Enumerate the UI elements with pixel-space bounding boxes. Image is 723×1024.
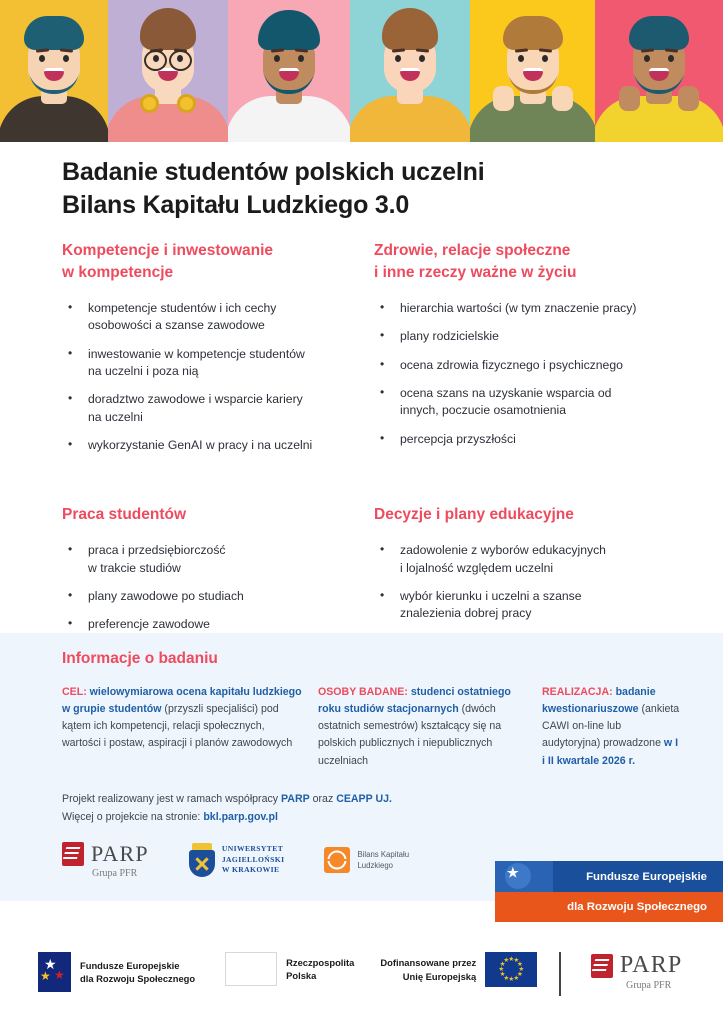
portrait-man-afro <box>228 0 350 142</box>
fe-banner-bottom <box>495 892 723 922</box>
info-label: OSOBY BADANE: <box>318 686 408 698</box>
info-heading: Informacje o badaniu <box>62 650 218 667</box>
eu-star-icon: ★ <box>508 956 515 963</box>
hero-image-strip <box>0 0 723 142</box>
website-link[interactable]: bkl.parp.gov.pl <box>203 811 278 824</box>
info-column-2 <box>318 684 528 770</box>
topic-list-item: • inwestowanie w kompetencje studentów na uczelni i poza nią <box>62 346 374 381</box>
fe-banner-top <box>495 861 723 892</box>
topic-list-item: • ocena szans na uzyskanie wsparcia od innych, poczucie osamotnienia <box>374 385 682 420</box>
eu-star-icon: ★ <box>508 976 515 983</box>
topic-list-item: • ocena zdrowia fizycznego i psychicznego <box>374 357 682 374</box>
bkl-mark-icon <box>324 847 350 873</box>
info-columns <box>62 684 682 770</box>
footer-fundusze-europejskie <box>38 952 195 992</box>
eu-star-icon: ★ <box>503 974 510 982</box>
topic-heading: Kompetencje i inwestowanie w kompetencje <box>62 242 274 281</box>
eu-star-icon: ★ <box>503 957 510 965</box>
fe-star-icon <box>495 861 553 892</box>
info-body: (przyszli specjaliści) pod kątem ich kompetencji, relacji społecznych, wartości i postaw, aspiracji i planów zawodowych <box>62 703 293 750</box>
portrait-man-cheering <box>470 0 595 142</box>
info-bold: wielowymiarowa ocena kapitału ludzkiego w grupie studentów <box>62 686 302 716</box>
portrait-woman-glasses <box>108 0 228 142</box>
eu-star-icon: ★ <box>517 961 523 968</box>
topic-list-item: • hierarchia wartości (w tym znaczenie pracy) <box>374 300 682 317</box>
bkl-line-1: Bilans Kapitału <box>357 849 410 859</box>
info-body: (dwóch ostatnich semestrów) kształcący się na polskich publicznych i niepublicznych uczelniach <box>318 703 502 767</box>
note-prefix: Projekt realizowany jest w ramach współpracy <box>62 793 282 805</box>
footer-eu-line-2: Unię Europejską <box>402 970 477 982</box>
topic-list-item: • kompetencje studentów i ich cechy osobowości a szanse zawodowe <box>62 300 374 335</box>
fundusze-europejskie-banner <box>495 861 723 922</box>
partner-ceapp-uj: CEAPP UJ. <box>336 793 392 805</box>
fe-banner-bottom-label: dla Rozwoju Społecznego <box>567 901 707 913</box>
footer-pl-label <box>286 956 354 982</box>
uj-shield-icon <box>189 843 215 877</box>
glasses-icon <box>144 50 192 68</box>
info-column-3 <box>542 684 682 770</box>
bkl-logo <box>324 847 409 873</box>
project-note-line-2 <box>62 808 392 826</box>
footer-pl-line-2: Polska <box>286 970 317 981</box>
eu-star-icon: ★ <box>499 971 506 978</box>
eu-star-icon: ★ <box>513 957 520 965</box>
bkl-wordmark <box>357 849 409 871</box>
note-mid: oraz <box>309 793 337 805</box>
topic-list <box>62 300 374 454</box>
uj-line-1: UNIWERSYTET <box>221 844 284 854</box>
footer-rzeczpospolita-polska <box>225 952 354 986</box>
info-bold: studenci ostatniego roku studiów stacjonarnych <box>318 686 511 716</box>
topic-list-item: • praca i przedsiębiorczość w trakcie studiów <box>62 542 374 577</box>
footer-divider <box>559 952 561 996</box>
project-note-line-1 <box>62 790 392 808</box>
info-bold-2: w I i II kwartale 2026 r. <box>542 737 679 767</box>
topic-list-item: • plany zawodowe po studiach <box>62 588 374 605</box>
title-line-2: Bilans Kapitału Ludzkiego 3.0 <box>62 191 410 220</box>
portrait-man-surprised <box>595 0 723 142</box>
topic-list-item: • plany rodzicielskie <box>374 328 682 345</box>
footer-unia-europejska <box>380 952 537 987</box>
uj-line-3: W KRAKOWIE <box>221 865 280 875</box>
uj-line-2: JAGIELLOŃSKI <box>221 854 285 864</box>
footer-fe-line-2: dla Rozwoju Społecznego <box>80 973 196 984</box>
eu-star-icon: ★ <box>518 966 525 973</box>
topic-block-2 <box>374 240 682 469</box>
footer-parp-mark-icon <box>591 954 613 978</box>
topic-list-item: • zadowolenie z wyborów edukacyjnych i lojalność względem uczelni <box>374 542 682 577</box>
footer-parp-logo <box>591 952 683 991</box>
topic-list-item: • doradztwo zawodowe i wsparcie kariery na uczelni <box>62 391 374 426</box>
eu-star-icon: ★ <box>499 961 506 968</box>
topic-block-1 <box>62 240 374 469</box>
bkl-line-2: Ludzkiego <box>357 861 393 870</box>
topic-heading: Praca studentów <box>62 506 187 524</box>
footer-eu-line-1: Dofinansowane przez <box>380 957 477 969</box>
project-note <box>62 790 392 826</box>
title-line-1: Badanie studentów polskich uczelni <box>62 158 485 186</box>
page-title <box>62 156 662 223</box>
portrait-woman-curly <box>350 0 470 142</box>
topic-heading: Zdrowie, relacje społeczne i inne rzeczy ważne w życiu <box>374 242 577 281</box>
topic-list-item: • wykorzystanie GenAI w pracy i na uczelni <box>62 437 374 454</box>
eu-star-icon: ★ <box>498 966 505 973</box>
eu-star-icon: ★ <box>517 971 523 978</box>
footer-parp-subtitle: Grupa PFR <box>625 980 672 991</box>
topic-list-item: • wybór kierunku i uczelni a szanse znalezienia dobrej pracy <box>374 588 682 623</box>
footer-logo-bar <box>0 930 723 1024</box>
footer-pl-line-1: Rzeczpospolita <box>286 956 355 968</box>
info-label: CEL: <box>62 686 87 698</box>
website-prefix: Więcej o projekcie na stronie: <box>62 811 204 824</box>
footer-parp-wordmark: PARP <box>619 952 683 978</box>
topic-list <box>374 300 682 448</box>
fe-banner-top-label: Fundusze Europejskie <box>586 870 707 883</box>
info-column-1 <box>62 684 304 770</box>
info-bold: badanie kwestionariuszowe <box>542 686 656 716</box>
topic-heading: Decyzje i plany edukacyjne <box>374 506 574 524</box>
partner-parp: PARP <box>281 793 310 805</box>
info-label: REALIZACJA: <box>542 686 613 698</box>
footer-eu-label <box>380 956 476 982</box>
poland-flag-icon <box>225 952 277 986</box>
parp-logo <box>62 841 149 879</box>
parp-subtitle: Grupa PFR <box>92 868 138 879</box>
fe-flag-icon: ★ ★ ★ <box>38 952 71 992</box>
partner-logo-row <box>62 841 409 879</box>
topic-grid <box>62 240 682 683</box>
uj-logo <box>189 843 285 877</box>
eu-star-icon: ★ <box>513 974 520 982</box>
topic-list-item: • preferencje zawodowe <box>62 616 374 651</box>
info-body: (ankieta CAWI on-line lub audytoryjna) prowadzone <box>542 703 680 750</box>
uj-wordmark <box>222 844 285 875</box>
parp-wordmark: PARP <box>91 841 149 866</box>
portrait-man-beard <box>0 0 108 142</box>
eu-flag-icon <box>485 952 537 987</box>
footer-fe-label <box>80 959 195 985</box>
footer-fe-line-1: Fundusze Europejskie <box>80 959 180 971</box>
topic-list-item: • percepcja przyszłości <box>374 431 682 448</box>
parp-mark-icon <box>62 842 84 866</box>
